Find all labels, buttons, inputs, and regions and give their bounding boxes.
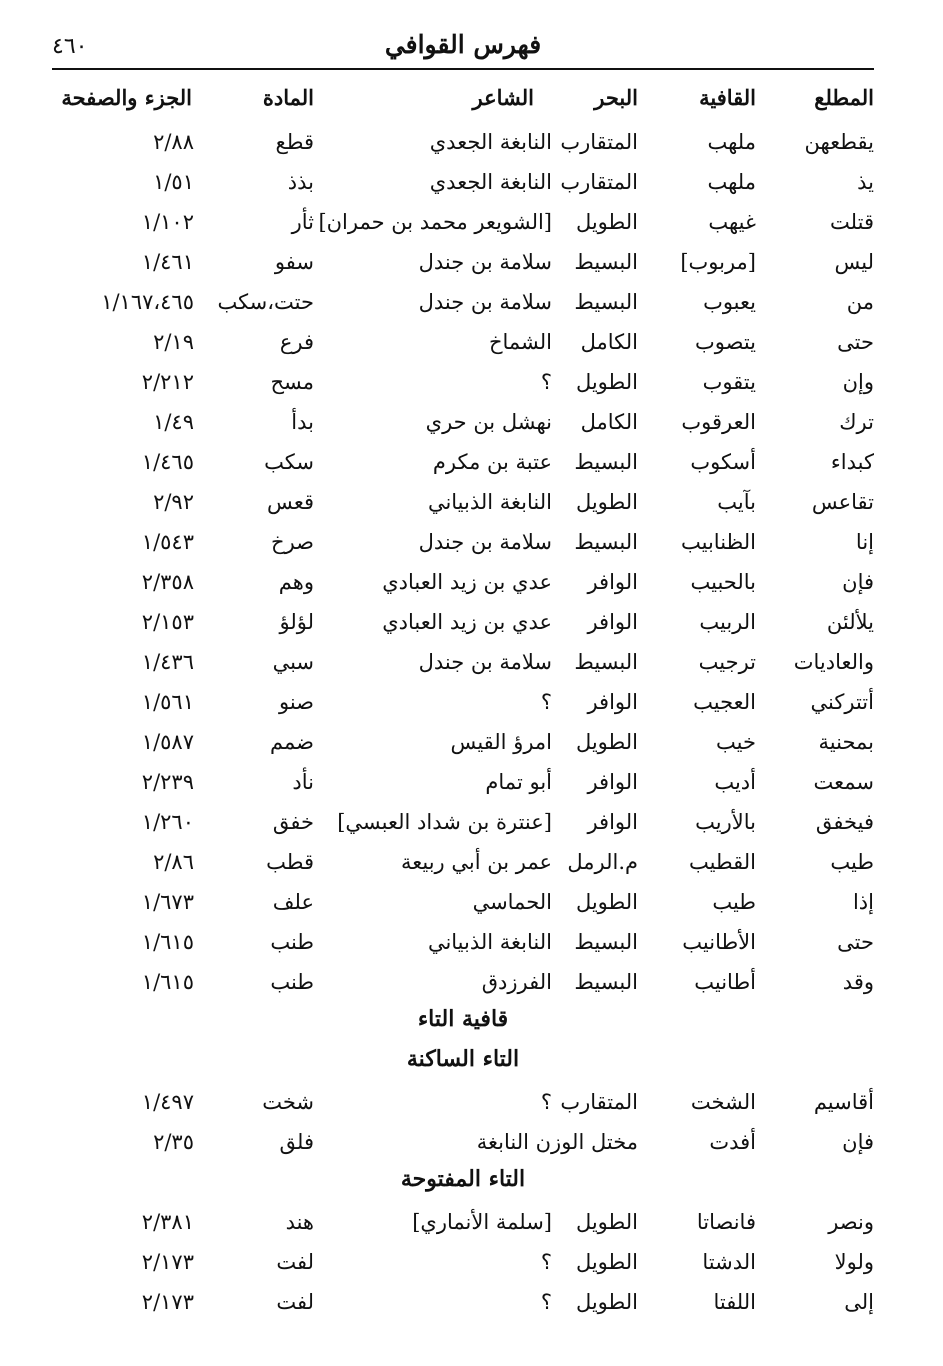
section-title-taa: قافية التاء <box>417 1006 509 1032</box>
cell-qafia: أسكوب <box>690 450 756 474</box>
cell-madda: سفو <box>274 250 314 274</box>
cell-page: ١/٦٧٣ <box>141 890 194 914</box>
cell-shaer: النابغة الذبياني <box>427 930 552 954</box>
cell-page: ١/١٠٢ <box>141 210 194 234</box>
cell-qafia: [مربوب] <box>680 250 756 274</box>
cell-qafia: بالأريب <box>695 810 756 834</box>
cell-shaer: ؟ <box>540 1090 552 1114</box>
cell-page: ٢/٢١٢ <box>141 370 194 394</box>
cell-matla: إلى <box>844 1290 874 1314</box>
cell-qafia: خيب <box>716 730 756 754</box>
table-row <box>52 482 874 522</box>
table-row <box>52 962 874 1002</box>
cell-page: ١/٤٩ <box>153 410 194 434</box>
cell-shaer: سلامة بن جندل <box>418 290 552 314</box>
cell-madda: صنو <box>278 690 314 714</box>
page-number: ٤٦٠ <box>52 34 88 59</box>
cell-madda: نأد <box>292 770 314 794</box>
table-row <box>52 842 874 882</box>
cell-shaer: عدي بن زيد العبادي <box>382 610 552 634</box>
table-row <box>52 162 874 202</box>
cell-matla: حتى <box>837 330 874 354</box>
section-heading-sakina <box>52 1042 874 1082</box>
cell-page: ٢/٢٣٩ <box>141 770 194 794</box>
cell-qafia: الأطانيب <box>682 930 756 954</box>
cell-shaer: [سلمة الأنماري] <box>412 1210 552 1234</box>
cell-madda: قطع <box>275 130 314 154</box>
table-row <box>52 562 874 602</box>
column-header-shaer: الشاعر <box>472 85 534 110</box>
cell-page: ٢/٣٥ <box>153 1130 194 1154</box>
cell-bahr: البسيط <box>574 450 638 474</box>
cell-qafia: العجيب <box>693 690 756 714</box>
table-row <box>52 602 874 642</box>
cell-matla: ليس <box>834 250 874 274</box>
cell-shaer: [عنترة بن شداد العبسي] <box>337 810 552 834</box>
page-header <box>52 28 874 68</box>
cell-shaer: ؟ <box>540 1290 552 1314</box>
cell-shaer: نهشل بن حري <box>425 410 552 434</box>
cell-page: ٢/١٥٣ <box>141 610 194 634</box>
rows-group-sakina <box>52 1082 874 1162</box>
cell-qafia: يتقوب <box>702 370 756 394</box>
cell-page: ١/٦١٥ <box>141 970 194 994</box>
cell-madda: هند <box>285 1210 314 1234</box>
cell-matla: ولولا <box>834 1250 874 1274</box>
cell-bahr: الطويل <box>575 890 638 914</box>
cell-madda: فرع <box>279 330 314 354</box>
cell-madda: بذذ <box>287 170 314 194</box>
cell-shaer: أبو تمام <box>485 770 552 794</box>
cell-madda: قعس <box>267 490 314 514</box>
cell-matla: يقطعهن <box>804 130 874 154</box>
table-row <box>52 642 874 682</box>
table-header-row <box>52 80 874 122</box>
cell-page: ١/٤٣٦ <box>141 650 194 674</box>
cell-shaer: الحماسي <box>472 890 552 914</box>
cell-shaer: النابغة الذبياني <box>427 490 552 514</box>
cell-bahr: الوافر <box>587 610 638 634</box>
cell-madda: وهم <box>278 570 314 594</box>
cell-madda: ضمم <box>270 730 314 754</box>
column-header-bahr: البحر <box>594 85 638 110</box>
cell-shaer: عدي بن زيد العبادي <box>382 570 552 594</box>
cell-qafia: يعبوب <box>703 290 756 314</box>
cell-bahr: الكامل <box>580 330 638 354</box>
cell-qafia: طيب <box>712 890 756 914</box>
cell-madda: مسح <box>270 370 314 394</box>
table-row <box>52 282 874 322</box>
cell-madda: فلق <box>279 1130 314 1154</box>
cell-shaer: النابغة الجعدي <box>429 130 552 154</box>
cell-qafia: يتصوب <box>694 330 756 354</box>
table-row <box>52 242 874 282</box>
cell-page: ١/٥٤٣ <box>141 530 194 554</box>
cell-bahr: الطويل <box>575 490 638 514</box>
cell-qafia: ملهب <box>707 170 756 194</box>
cell-shaer: عمر بن أبي ربيعة <box>400 850 552 874</box>
cell-shaer: الفرزدق <box>481 970 552 994</box>
cell-madda: بدأ <box>291 410 314 434</box>
cell-bahr: الوافر <box>587 810 638 834</box>
column-header-matla: المطلع <box>814 85 874 110</box>
cell-shaer: سلامة بن جندل <box>418 250 552 274</box>
cell-matla: حتى <box>837 930 874 954</box>
cell-bahr: الوافر <box>587 570 638 594</box>
table-row <box>52 202 874 242</box>
cell-page: ٢/١٧٣ <box>141 1290 194 1314</box>
cell-page: ٢/٨٦ <box>153 850 194 874</box>
cell-matla: ونصر <box>828 1210 874 1234</box>
cell-bahr: المتقارب <box>560 130 638 154</box>
cell-madda: ثأر <box>291 210 314 234</box>
cell-shaer: ؟ <box>540 370 552 394</box>
cell-page: ١/٥٨٧ <box>141 730 194 754</box>
cell-bahr: الطويل <box>575 210 638 234</box>
cell-bahr: الوافر <box>587 770 638 794</box>
cell-page: ٢/١٧٣ <box>141 1250 194 1274</box>
cell-bahr: الكامل <box>580 410 638 434</box>
cell-matla: فيخفق <box>815 810 874 834</box>
cell-bahr: م.الرمل <box>567 850 638 874</box>
table-row <box>52 1282 874 1322</box>
cell-qafia: العرقوب <box>681 410 756 434</box>
cell-page: ١/٤٩٧ <box>141 1090 194 1114</box>
column-header-madda: المادة <box>262 85 314 110</box>
cell-matla: إذا <box>852 890 874 914</box>
table-row <box>52 922 874 962</box>
cell-page: ١/١٦٧،٤٦٥ <box>101 290 194 314</box>
table-row <box>52 402 874 442</box>
section-title-sakina: التاء الساكنة <box>406 1046 520 1072</box>
table-row <box>52 522 874 562</box>
cell-madda: حتت،سكب <box>217 290 314 314</box>
cell-bahr: الطويل <box>575 730 638 754</box>
table-row <box>52 802 874 842</box>
cell-madda: سبي <box>272 650 314 674</box>
column-header-qafia: القافية <box>699 85 756 110</box>
cell-qafia: أفدت <box>709 1130 756 1154</box>
cell-madda: طنب <box>270 930 314 954</box>
cell-page: ١/٥٦١ <box>141 690 194 714</box>
cell-matla: إنا <box>855 530 874 554</box>
cell-page: ٢/٣٨١ <box>141 1210 194 1234</box>
cell-matla: يذ <box>857 170 874 194</box>
cell-qafia: بالحبيب <box>690 570 756 594</box>
cell-qafia: غيهب <box>708 210 756 234</box>
table-row <box>52 882 874 922</box>
cell-madda: خفق <box>272 810 314 834</box>
cell-madda: لؤلؤ <box>279 610 314 634</box>
cell-bahr: الطويل <box>575 1290 638 1314</box>
cell-matla: كبداء <box>830 450 874 474</box>
page-title: فهرس القوافي <box>384 30 542 59</box>
cell-bahr: البسيط <box>574 290 638 314</box>
cell-madda: سكب <box>264 450 314 474</box>
table-row <box>52 362 874 402</box>
table-row <box>52 762 874 802</box>
cell-shaer: ؟ <box>540 1250 552 1274</box>
cell-shaer: امرؤ القيس <box>450 730 552 754</box>
cell-page: ٢/١٩ <box>153 330 194 354</box>
rows-group-maftuha <box>52 1202 874 1322</box>
cell-shaer: [الشويعر محمد بن حمران] <box>318 210 552 234</box>
table-row <box>52 1122 874 1162</box>
cell-bahr: الوافر <box>587 690 638 714</box>
section-heading-maftuha <box>52 1162 874 1202</box>
header-rule <box>52 68 874 70</box>
cell-bahr: المتقارب <box>560 1090 638 1114</box>
table-row <box>52 442 874 482</box>
rows-group-ba <box>52 122 874 1002</box>
cell-matla: قتلت <box>830 210 874 234</box>
cell-bahr: البسيط <box>574 970 638 994</box>
cell-bahr: المتقارب <box>560 170 638 194</box>
cell-shaer: سلامة بن جندل <box>418 650 552 674</box>
cell-qafia: الدشتا <box>702 1250 756 1274</box>
cell-matla: سمعت <box>813 770 874 794</box>
cell-bahr: الطويل <box>575 1210 638 1234</box>
cell-qafia: أطانيب <box>694 970 756 994</box>
cell-bahr: البسيط <box>574 250 638 274</box>
cell-page: ٢/٣٥٨ <box>141 570 194 594</box>
cell-matla: فإن <box>842 570 874 594</box>
cell-page: ٢/٨٨ <box>153 130 194 154</box>
cell-qafia: الشخت <box>690 1090 756 1114</box>
table-row <box>52 122 874 162</box>
cell-matla: يلألئن <box>826 610 874 634</box>
cell-bahr: مختل الوزن النابغة <box>476 1130 638 1154</box>
cell-matla: طيب <box>830 850 874 874</box>
cell-shaer: عتبة بن مكرم <box>432 450 552 474</box>
table-row <box>52 322 874 362</box>
cell-bahr: البسيط <box>574 530 638 554</box>
cell-matla: وقد <box>842 970 874 994</box>
cell-matla: بمحنية <box>818 730 874 754</box>
cell-page: ١/٦١٥ <box>141 930 194 954</box>
section-heading-taa <box>52 1002 874 1042</box>
cell-qafia: ملهب <box>707 130 756 154</box>
section-title-maftuha: التاء المفتوحة <box>400 1166 526 1192</box>
cell-matla: أقاسيم <box>813 1090 874 1114</box>
cell-page: ١/٥١ <box>153 170 194 194</box>
table-row <box>52 1082 874 1122</box>
cell-bahr: البسيط <box>574 930 638 954</box>
cell-madda: شخت <box>262 1090 314 1114</box>
cell-page: ١/٤٦١ <box>141 250 194 274</box>
cell-bahr: الطويل <box>575 370 638 394</box>
table-row <box>52 1242 874 1282</box>
column-header-page: الجزء والصفحة <box>61 85 192 110</box>
cell-matla: فإن <box>842 1130 874 1154</box>
cell-page: ٢/٩٢ <box>153 490 194 514</box>
cell-shaer: النابغة الجعدي <box>429 170 552 194</box>
cell-shaer: ؟ <box>540 690 552 714</box>
cell-qafia: الظنابيب <box>681 530 756 554</box>
cell-shaer: الشماخ <box>488 330 552 354</box>
cell-madda: لفت <box>276 1290 314 1314</box>
cell-madda: طنب <box>270 970 314 994</box>
cell-qafia: الربيب <box>699 610 756 634</box>
cell-qafia: أديب <box>714 770 756 794</box>
cell-qafia: القطيب <box>688 850 756 874</box>
table-row <box>52 682 874 722</box>
table-row <box>52 722 874 762</box>
cell-madda: قطب <box>266 850 314 874</box>
cell-qafia: اللفتا <box>713 1290 756 1314</box>
cell-bahr: البسيط <box>574 650 638 674</box>
cell-madda: علف <box>272 890 314 914</box>
cell-page: ١/٢٦٠ <box>141 810 194 834</box>
cell-page: ١/٤٦٥ <box>141 450 194 474</box>
cell-matla: والعاديات <box>793 650 874 674</box>
rhymes-index-table <box>52 80 874 1322</box>
cell-shaer: سلامة بن جندل <box>418 530 552 554</box>
cell-matla: وإن <box>842 370 874 394</box>
cell-bahr: الطويل <box>575 1250 638 1274</box>
table-row <box>52 1202 874 1242</box>
cell-matla: من <box>846 290 874 314</box>
cell-madda: صرخ <box>271 530 314 554</box>
cell-matla: أتتركني <box>810 690 874 714</box>
cell-matla: ترك <box>839 410 874 434</box>
cell-qafia: بآيب <box>717 490 756 514</box>
cell-qafia: ترجيب <box>698 650 756 674</box>
cell-matla: تقاعس <box>811 490 874 514</box>
cell-qafia: فانصاتا <box>696 1210 756 1234</box>
cell-madda: لفت <box>276 1250 314 1274</box>
